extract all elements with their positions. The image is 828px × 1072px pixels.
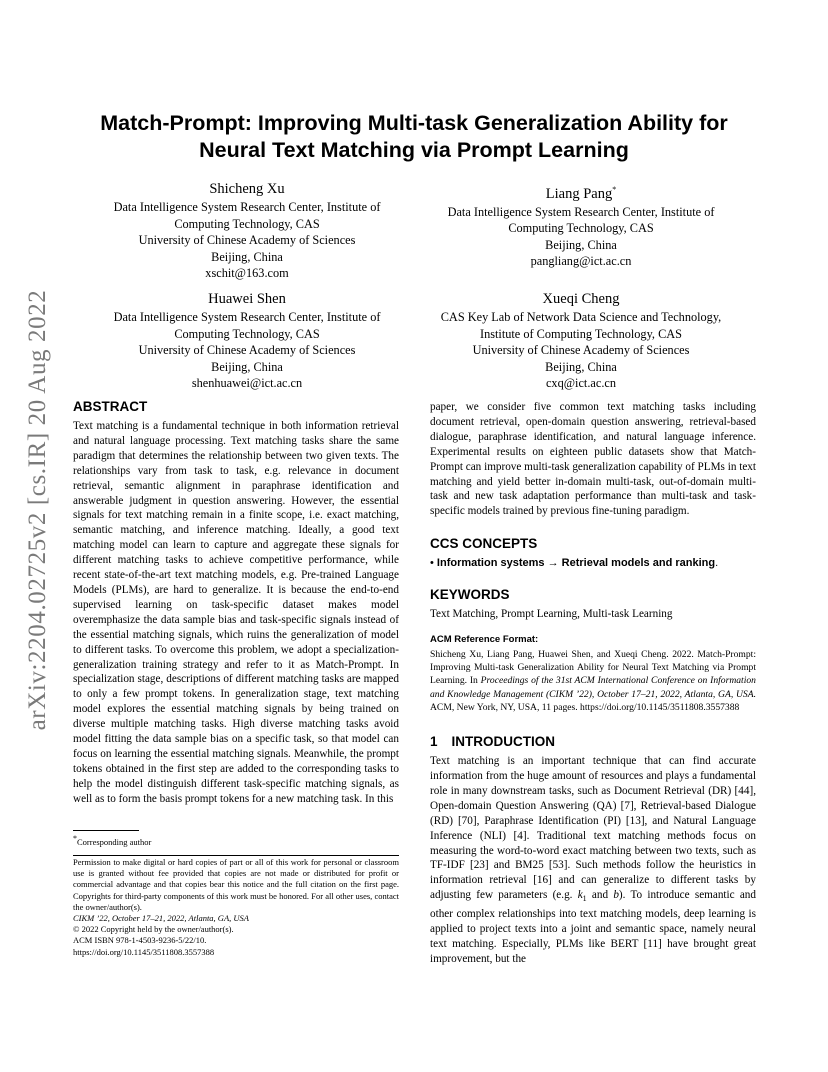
author-email[interactable]: xschit@163.com — [205, 266, 289, 280]
ccs-heading: CCS CONCEPTS — [430, 536, 538, 552]
permission-rule — [73, 855, 399, 856]
ccs-concepts: • Information systems → Retrieval models and ranking. — [430, 557, 719, 570]
author-affiliation: Institute of Computing Technology, CAS — [479, 326, 683, 341]
author-location: Beijing, China — [211, 249, 283, 264]
left-column — [73, 398, 399, 807]
author-affiliation: Data Intelligence System Research Center, Institute of — [447, 204, 715, 219]
author-affiliation: University of Chinese Academy of Sciences — [138, 233, 356, 247]
arxiv-id: arXiv:2204.02725v2 [cs.IR] 20 Aug 2022 — [24, 289, 51, 731]
acm-reference-text: Shicheng Xu, Liang Pang, Huawei Shen, and Xueqi Cheng. 2022. Match-Prompt: Improving Multi-task Generalization Ability for Neural Text Matching via Prompt Learning. In Proceedings of the 31st ACM International Conference on Information and Knowledge Management (CIKM ’22), October 17–21, 2022, Atlanta, GA, USA. ACM, New York, NY, USA, 11 pages. https://doi.org/10.1145/3511808.3557388 — [430, 649, 756, 713]
paper-title — [60, 110, 768, 164]
author-name: Liang Pang* — [545, 185, 617, 202]
author-affiliation: Data Intelligence System Research Center, Institute of — [113, 310, 381, 324]
title-line-2: Neural Text Matching via Prompt Learning — [199, 138, 629, 162]
keywords-text: Text Matching, Prompt Learning, Multi-task Learning — [430, 608, 673, 621]
title-line-1: Match-Prompt: Improving Multi-task Generalization Ability for — [100, 111, 728, 135]
author-location: Beijing, China — [545, 359, 617, 374]
author-block — [82, 180, 412, 282]
author-email[interactable]: pangliang@ict.ac.cn — [530, 254, 632, 269]
author-affiliation: University of Chinese Academy of Sciences — [138, 343, 356, 357]
corresponding-mark: * — [612, 185, 617, 194]
permission-copyright: © 2022 Copyright held by the owner/author(s). — [73, 924, 234, 935]
author-affiliation: CAS Key Lab of Network Data Science and Technology, — [440, 310, 722, 324]
author-name: Shicheng Xu — [209, 181, 285, 197]
permission-doi[interactable]: https://doi.org/10.1145/3511808.3557388 — [73, 946, 215, 957]
author-block — [416, 180, 746, 270]
author-name: Xueqi Cheng — [542, 291, 620, 307]
acm-reference — [430, 634, 756, 714]
footnote: *Corresponding author — [73, 834, 152, 847]
author-email[interactable]: shenhuawei@ict.ac.cn — [191, 376, 303, 390]
author-name: Huawei Shen — [208, 291, 286, 307]
author-location: Beijing, China — [211, 359, 283, 374]
permission-venue: CIKM ’22, October 17–21, 2022, Atlanta, GA, USA — [73, 913, 249, 924]
permission-text: Permission to make digital or hard copies of part or all of this work for personal or classroom use is granted without fee provided that copies are not made or distributed for profit or commercial advantage and that copies bear this notice and the full citation on the first page. Copyrights for third-party components of this work must be honored. For all other uses, contact the owner/author(s). — [73, 857, 399, 912]
footnote-rule — [73, 830, 139, 831]
introduction-text: Text matching is an important technique that can find accurate information from the huge amount of resources and plays a fundamental role in many downstream tasks, such as Document Retrieval (DR) [44], Open-domain Question Answering (QA) [7], Retrieval-based Dialogue (RD) [70], Paraphrase Identification (PI) [13], and Natural Language Inference (NLI) [4]. Traditional text matching methods focus on measuring the word-to-word exact matching between two texts, such as TF-IDF [23] and BM25 [53]. Such methods follow the heuristics in information retrieval [16] and can generalize to different tasks by adjusting few parameters (e.g. $k_1$ and b). To introduce semantic and other complex relationships into text matching models, deep learning is applied to project texts into a joint and semantic space, namely neural text matching. Especially, PLMs like BERT [11] have brought great improvement, but the — [430, 755, 756, 966]
right-column — [430, 400, 756, 967]
author-email[interactable]: cxq@ict.ac.cn — [545, 376, 617, 390]
permission-block — [73, 857, 399, 958]
author-affiliation: Computing Technology, CAS — [174, 326, 320, 341]
author-affiliation: Computing Technology, CAS — [174, 216, 320, 231]
abstract-text: Text matching is a fundamental technique in both information retrieval and natural language processing. Text matching tasks share the same paradigm that determines the relationship between two given texts. The relationships vary from task to task, e.g. relevance in document retrieval, semantic alignment in paraphrase identification and answerable judgment in question answering. However, the essential signals for text matching remain in a finite scope, i.e. exact matching, semantic matching, and inference matching. Ideally, a good text matching model can learn to capture and aggregate these signals for different matching tasks to achieve competitive performance, while recent state-of-the-art text matching models, e.g. Pre-trained Language Models (PLMs), are hard to generalize. It is because the end-to-end supervised learning on task-specific dataset makes model overemphasize the data sample bias and task-specific signals instead of the essential matching signals, which ruins the generalization of model to different tasks. To overcome this problem, we adopt a specialization-generalization training strategy and refer to it as Match-Prompt. In specialization stage, descriptions of different matching tasks are mapped to only a few prompt tokens. In generalization stage, text matching model explores the essential matching signals by being trained on diverse multiple matching tasks. High diverse matching tasks avoid model fitting the data sample bias on a specific task, so that model can focus on learning the essential matching signals. Meanwhile, the prompt tokens obtained in the first step are added to the corresponding tasks to help the model distinguish different task-specific matching signals, as well as to form the basis prompt tokens for a new matching task. In this — [73, 420, 399, 805]
keywords-heading: KEYWORDS — [430, 587, 510, 603]
author-affiliation: Data Intelligence System Research Center, Institute of — [113, 200, 381, 214]
arxiv-sidebar — [18, 290, 58, 730]
permission-isbn: ACM ISBN 978-1-4503-9236-5/22/10. — [73, 935, 207, 946]
abstract-heading: ABSTRACT — [73, 399, 148, 414]
author-block — [416, 290, 746, 392]
author-location: Beijing, China — [545, 237, 617, 252]
abstract-continued: paper, we consider five common text matching tasks including document retrieval, open-domain question answering, retrieval-based dialogue, paraphrase identification, and natural language inference. Experimental results on eighteen public datasets show that Match-Prompt can improve multi-task generalization capability of PLMs in text matching and yield better in-domain multi-task, out-of-domain multi-task and new task adaptation performance than multi-task and task-specific models trained by previous fine-tuning paradigm. — [430, 401, 756, 518]
author-affiliation: Computing Technology, CAS — [508, 221, 654, 236]
author-block — [82, 290, 412, 392]
acm-reference-heading: ACM Reference Format: — [430, 634, 539, 646]
introduction-heading: 1 INTRODUCTION — [430, 734, 556, 750]
author-affiliation: University of Chinese Academy of Sciences — [472, 343, 690, 357]
introduction-section — [430, 733, 756, 967]
